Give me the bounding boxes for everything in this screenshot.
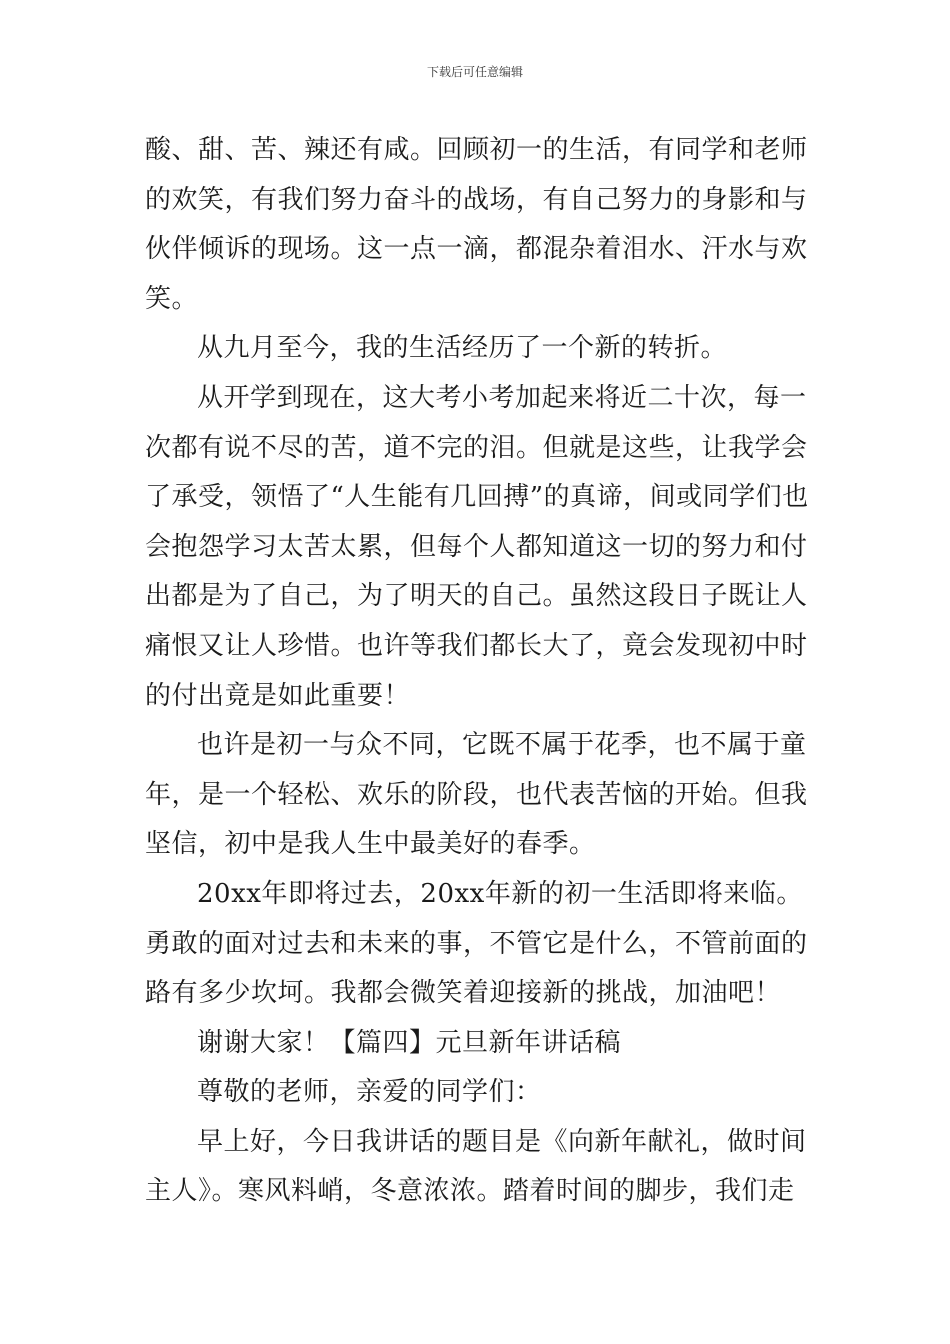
page-header-note: 下载后可任意编辑 xyxy=(426,65,523,79)
paragraph-8: 早上好，今日我讲话的题目是《向新年献礼，做时间主人》。寒风料峭，冬意浓浓。踏着时间的脚步，我们走 xyxy=(145,1126,807,1207)
paragraph-3: 从开学到现在，这大考小考加起来将近二十次，每一次都有说不尽的苦，道不完的泪。但就是这些，让我学会了承受，领悟了“人生能有几回搏”的真谛，间或同学们也会抱怨学习太苦太累，但每个人都知道这一切的努力和付出都是为了自己，为了明天的自己。虽然这段日子既让人痛恨又让人珍惜。也许等我们都长大了，竟会发现初中时的付出竟是如此重要！ xyxy=(145,382,809,711)
paragraph-2: 从九月至今，我的生活经历了一个新的转折。 xyxy=(197,333,728,364)
paragraph-4: 也许是初一与众不同，它既不属于花季，也不属于童年，是一个轻松、欢乐的阶段，也代表苦恼的开始。但我坚信，初中是我人生中最美好的春季。 xyxy=(145,730,808,860)
paragraph-7: 尊敬的老师，亲爱的同学们： xyxy=(197,1077,542,1108)
document-body xyxy=(145,126,810,1217)
paragraph-6: 谢谢大家！【篇四】元旦新年讲话稿 xyxy=(197,1027,622,1058)
paragraph-5: 20xx年即将过去，20xx年新的初一生活即将来临。勇敢的面对过去和未来的事，不管它是什么，不管前面的路有多少坎坷。我都会微笑着迎接新的挑战，加油吧！ xyxy=(145,878,808,1009)
paragraph-1: 酸、甜、苦、辣还有咸。回顾初一的生活，有同学和老师的欢笑，有我们努力奋斗的战场，有自己努力的身影和与伙伴倾诉的现场。这一点一滴，都混杂着泪水、汗水与欢笑。 xyxy=(145,135,808,314)
